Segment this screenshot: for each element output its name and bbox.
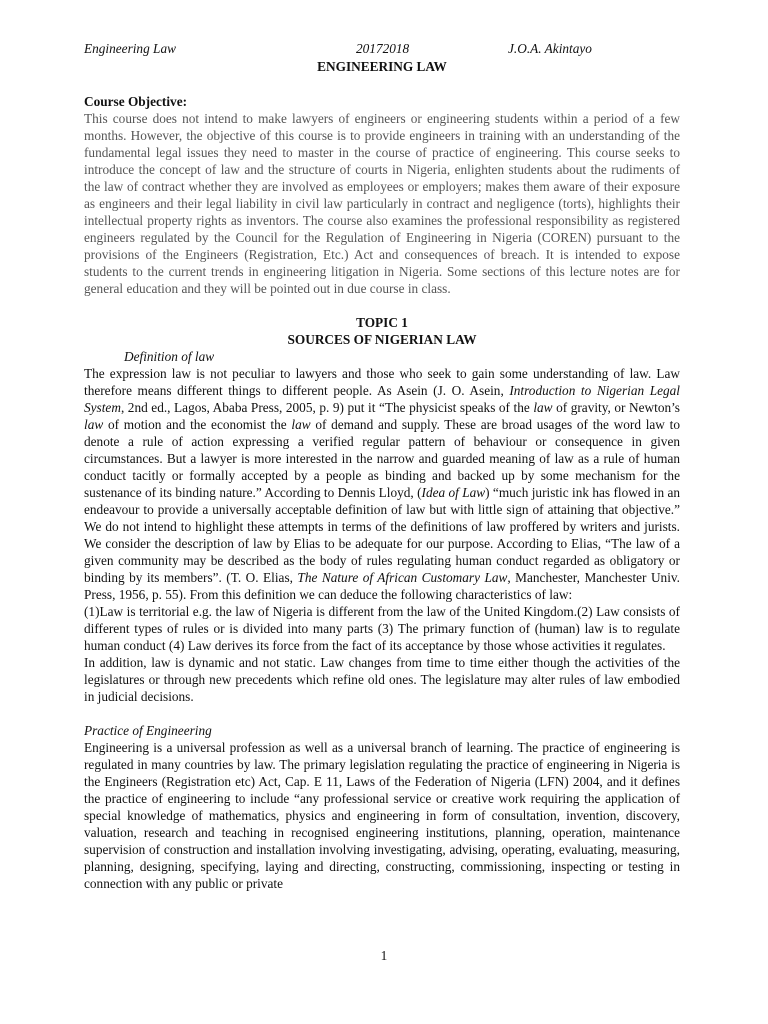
book-title-asein: Introduction to Nigerian Legal System (84, 383, 680, 415)
spacer (84, 705, 680, 722)
header-course-name: Engineering Law (84, 41, 176, 56)
text-run: , Manchester, Manchester Univ. Press, 1956, p. 55). From this definition we can deduce the following characteristics of law: (84, 570, 680, 602)
text-run: , 2nd ed., Lagos, Ababa Press, 2005, p. 9) put it “The physicist speaks of the (120, 400, 534, 415)
header-session: 20172018 (356, 41, 410, 56)
text-run: ) “much juristic ink has flowed in an endeavour to provide a universally acceptable definition of law but with little sign of attaining that objective.” We do not intend to highlight these attempts in terms of the definitions of law proffered by writers and jurists. We consider the description of law by Elias to be adequate for our purpose. According to Elias, “The law of a given community may be described as the body of rules regulating human conduct regarded as obligatory or binding by its members”. (T. O. Elias, (84, 485, 681, 585)
text-run: of motion and the economist the (103, 417, 292, 432)
running-header (84, 40, 680, 58)
topic-title: SOURCES OF NIGERIAN LAW (287, 332, 477, 347)
text-run: The expression law is not peculiar to lawyers and those who seek to gain some understanding of law. Law therefore means different things to different people. As Asein (J. O. Asein, (84, 366, 680, 398)
definition-paragraph (84, 365, 680, 603)
italic-law: law (84, 417, 104, 432)
course-objective-label: Course Objective: (84, 94, 188, 109)
document-title: ENGINEERING LAW (317, 59, 447, 74)
definition-heading: Definition of law (124, 349, 215, 364)
characteristics-paragraph: (1)Law is territorial e.g. the law of Nigeria is different from the law of the United Kingdom.(2) Law consists of different types of rules or is divided into many parts (3) The primary function of (human) law is to regulate human conduct (4) Law derives its force from the fact of its acceptance by those whose activities it regulates. (84, 604, 680, 653)
italic-law: law (533, 400, 553, 415)
course-objective-text: This course does not intend to make lawyers of engineers or engineering students within a period of a few months. However, the objective of this course is to provide engineers in training with an understanding of the fundamental legal issues they need to master in the course of practice of engineering. This course seeks to introduce the concept of law and the structure of courts in Nigeria, enlighten students about the rudiments of the law of contract whether they are involved as employees or employers; makes them aware of their exposure as engineers and their legal liability in civil law particularly in contract and negligence (torts), highlights their intellectual property rights as inventors. The course also examines the professional responsibility as registered engineers regulated by the Council for the Regulation of Engineering in Nigeria (COREN) pursuant to the provisions of the Engineers (Registration, Etc.) Act and consequences of breach. It is intended to expose students to the current trends in engineering litigation in Nigeria. Some sections of this lecture notes are for general education and they will be pointed out in due course in class. (84, 111, 680, 296)
spacer (84, 76, 680, 93)
practice-paragraph: Engineering is a universal profession as well as a universal branch of learning. The practice of engineering is regulated in many countries by law. The primary legislation regulating the practice of engineering in Nigeria is the Engineers (Registration etc) Act, Cap. E 11, Laws of the Federation of Nigeria (LFN) 2004, and it defines the practice of engineering to include “any professional service or creative work requiring the application of special knowledge of mathematics, physics and engineering in form of consultation, invention, discovery, valuation, research and teaching in recognised engineering institutions, planning, operation, maintenance supervision of construction and installation involving investigating, advising, operating, evaluating, measuring, planning, designing, specifying, laying and directing, constructing, commissioning, inspecting or testing in connection with any public or private (84, 740, 680, 891)
topic-number: TOPIC 1 (356, 315, 408, 330)
document-page (84, 40, 680, 892)
dynamic-law-paragraph: In addition, law is dynamic and not static. Law changes from time to time either though the activities of the legislatures or through new precedents which refine old ones. The legislature may alter rules of law embodied in judicial decisions. (84, 655, 680, 704)
book-title-elias: The Nature of African Customary Law (297, 570, 508, 585)
text-run: of gravity, or Newton’s (552, 400, 680, 415)
italic-law: law (291, 417, 311, 432)
header-author: J.O.A. Akintayo (508, 41, 592, 56)
practice-heading: Practice of Engineering (84, 723, 212, 738)
text-run: of demand and supply. These are broad usages of the word law to denote a rule of action expressing a verified regular pattern of behaviour or consequence in given circumstances. But a lawyer is more interested in the narrow and guarded meaning of law as a rule of human conduct tacitly or formally accepted by a people as binding and backed up by some mechanism for the sustenance of its binding nature.” According to Dennis Lloyd, ( (84, 417, 680, 500)
book-title-lloyd: Idea of Law (421, 485, 486, 500)
spacer (84, 297, 680, 314)
page-number: 1 (380, 948, 388, 963)
